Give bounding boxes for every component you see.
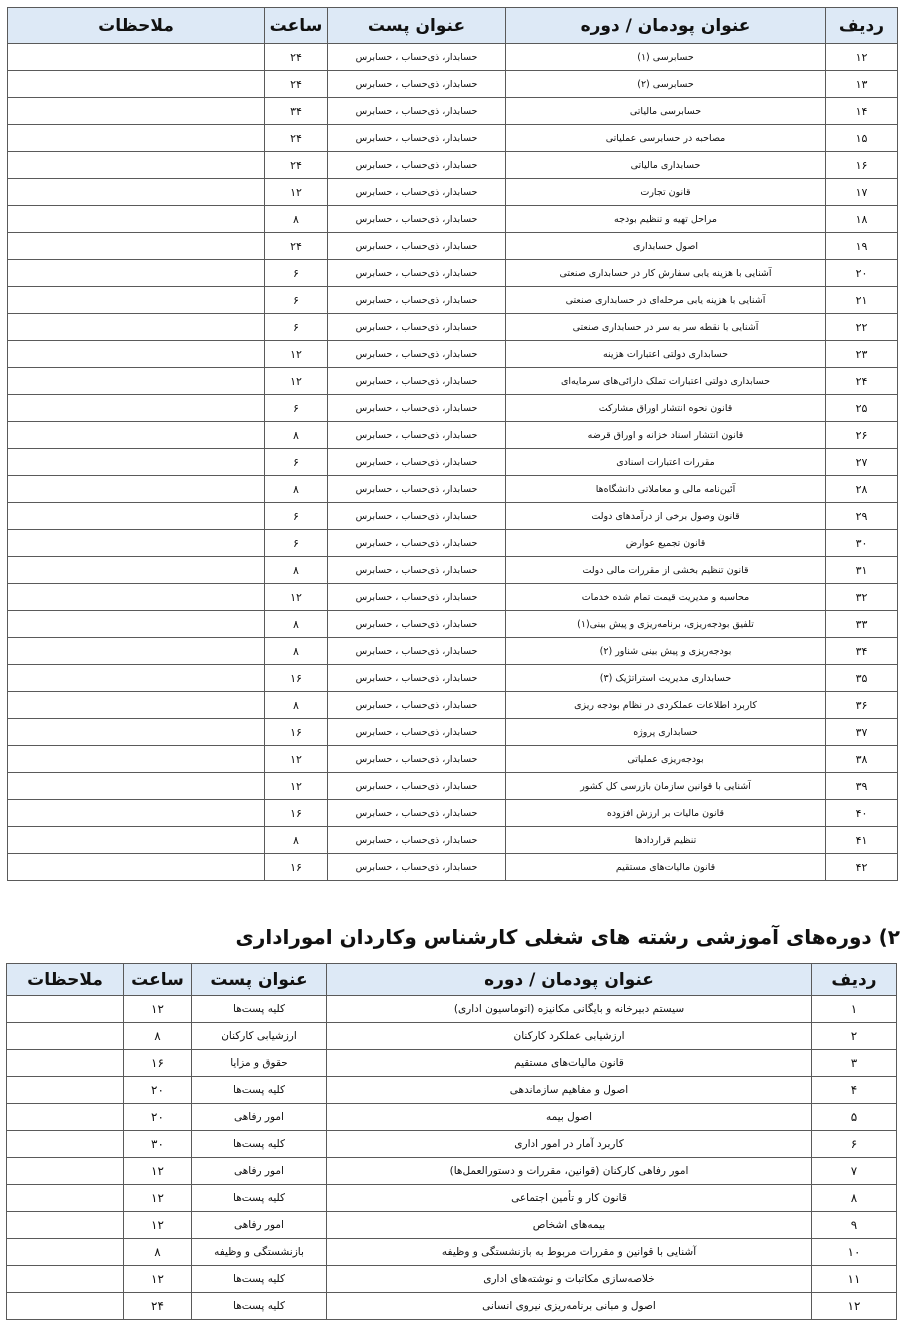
cell-post-title: حسابدار، ذی‌حساب ، حسابرس — [328, 260, 506, 287]
table-row — [8, 692, 898, 719]
cell-course-title: امور رفاهی کارکنان (قوانین، مقررات و دستورالعمل‌ها) — [327, 1158, 812, 1185]
cell-row-number: ۱۹ — [826, 233, 898, 260]
cell-post-title: حسابدار، ذی‌حساب ، حسابرس — [328, 368, 506, 395]
header-course-title: عنوان پودمان / دوره — [506, 8, 826, 44]
cell-notes — [8, 71, 265, 98]
cell-notes — [8, 584, 265, 611]
cell-course-title: حسابداری دولتی اعتبارات تملک دارائی‌های سرمایه‌ای — [506, 368, 826, 395]
cell-course-title: تنظیم قراردادها — [506, 827, 826, 854]
cell-hours: ۱۲ — [265, 773, 328, 800]
cell-hours: ۲۰ — [124, 1104, 192, 1131]
cell-post-title: حسابدار، ذی‌حساب ، حسابرس — [328, 638, 506, 665]
cell-row-number: ۳۴ — [826, 638, 898, 665]
cell-course-title: مقررات اعتبارات اسنادی — [506, 449, 826, 476]
cell-hours: ۲۴ — [265, 44, 328, 71]
table-row — [8, 314, 898, 341]
section-title: ۲) دوره‌های آموزشی رشته های شغلی کارشناس وکاردان اموراداری — [235, 925, 900, 949]
table-row — [8, 665, 898, 692]
header-post-title: عنوان پست — [328, 8, 506, 44]
cell-post-title: کلیه پست‌ها — [192, 1293, 327, 1320]
table-row — [8, 287, 898, 314]
cell-post-title: حسابدار، ذی‌حساب ، حسابرس — [328, 206, 506, 233]
header-hours: ساعت — [265, 8, 328, 44]
cell-course-title: کاربرد اطلاعات عملکردی در نظام بودجه ریزی — [506, 692, 826, 719]
cell-hours: ۱۲ — [124, 1185, 192, 1212]
table-row — [7, 1077, 897, 1104]
cell-notes — [8, 44, 265, 71]
cell-post-title: کلیه پست‌ها — [192, 1131, 327, 1158]
cell-post-title: امور رفاهی — [192, 1104, 327, 1131]
cell-hours: ۶ — [265, 314, 328, 341]
cell-post-title: حسابدار، ذی‌حساب ، حسابرس — [328, 341, 506, 368]
cell-hours: ۲۰ — [124, 1077, 192, 1104]
cell-course-title: مصاحبه در حسابرسی عملیاتی — [506, 125, 826, 152]
cell-hours: ۱۲ — [265, 746, 328, 773]
cell-hours: ۸ — [265, 638, 328, 665]
cell-notes — [8, 665, 265, 692]
table-row — [8, 503, 898, 530]
cell-hours: ۸ — [265, 206, 328, 233]
cell-course-title: قانون تنظیم بخشی از مقررات مالی دولت — [506, 557, 826, 584]
cell-notes — [8, 746, 265, 773]
cell-hours: ۸ — [265, 476, 328, 503]
cell-row-number: ۱۵ — [826, 125, 898, 152]
table-row — [7, 1104, 897, 1131]
cell-notes — [8, 692, 265, 719]
cell-notes — [7, 1077, 124, 1104]
cell-hours: ۲۴ — [265, 125, 328, 152]
cell-post-title: حسابدار، ذی‌حساب ، حسابرس — [328, 449, 506, 476]
table-row — [7, 1023, 897, 1050]
cell-hours: ۱۲ — [124, 1266, 192, 1293]
table-row — [8, 260, 898, 287]
cell-row-number: ۵ — [812, 1104, 897, 1131]
cell-notes — [8, 530, 265, 557]
cell-post-title: حسابدار، ذی‌حساب ، حسابرس — [328, 719, 506, 746]
cell-hours: ۶ — [265, 395, 328, 422]
cell-row-number: ۲۳ — [826, 341, 898, 368]
cell-post-title: حسابدار، ذی‌حساب ، حسابرس — [328, 179, 506, 206]
cell-notes — [7, 996, 124, 1023]
cell-notes — [8, 125, 265, 152]
table-row — [8, 71, 898, 98]
table-row — [8, 179, 898, 206]
header-post-title: عنوان پست — [192, 964, 327, 996]
cell-hours: ۸ — [265, 557, 328, 584]
cell-row-number: ۲۰ — [826, 260, 898, 287]
cell-post-title: حسابدار، ذی‌حساب ، حسابرس — [328, 773, 506, 800]
cell-row-number: ۲۶ — [826, 422, 898, 449]
cell-notes — [8, 449, 265, 476]
cell-course-title: قانون تجارت — [506, 179, 826, 206]
cell-hours: ۱۶ — [124, 1050, 192, 1077]
cell-notes — [8, 287, 265, 314]
cell-course-title: بودجه‌ریزی عملیاتی — [506, 746, 826, 773]
cell-row-number: ۳۷ — [826, 719, 898, 746]
table-row — [8, 611, 898, 638]
cell-hours: ۶ — [265, 530, 328, 557]
cell-row-number: ۱۴ — [826, 98, 898, 125]
cell-hours: ۶ — [265, 449, 328, 476]
cell-course-title: قانون مالیات بر ارزش افزوده — [506, 800, 826, 827]
cell-row-number: ۱۲ — [812, 1293, 897, 1320]
table-row — [8, 341, 898, 368]
cell-row-number: ۱۶ — [826, 152, 898, 179]
cell-course-title: بیمه‌های اشخاص — [327, 1212, 812, 1239]
header-notes: ملاحظات — [7, 964, 124, 996]
courses-table-accounting — [7, 7, 898, 881]
table-row — [8, 233, 898, 260]
table-row — [8, 800, 898, 827]
cell-hours: ۱۲ — [265, 341, 328, 368]
cell-hours: ۸ — [265, 692, 328, 719]
cell-row-number: ۳۰ — [826, 530, 898, 557]
table-row — [8, 773, 898, 800]
cell-row-number: ۲۷ — [826, 449, 898, 476]
cell-post-title: حسابدار، ذی‌حساب ، حسابرس — [328, 422, 506, 449]
cell-row-number: ۲ — [812, 1023, 897, 1050]
cell-notes — [8, 98, 265, 125]
cell-hours: ۱۲ — [124, 1212, 192, 1239]
cell-course-title: حسابداری مالیاتی — [506, 152, 826, 179]
cell-row-number: ۶ — [812, 1131, 897, 1158]
table-row — [8, 476, 898, 503]
cell-course-title: آشنایی با قوانین و مقررات مربوط به بازنشستگی و وظیفه — [327, 1239, 812, 1266]
cell-course-title: کاربرد آمار در امور اداری — [327, 1131, 812, 1158]
cell-hours: ۲۴ — [265, 233, 328, 260]
cell-notes — [8, 422, 265, 449]
cell-course-title: قانون انتشار اسناد خزانه و اوراق قرضه — [506, 422, 826, 449]
cell-hours: ۱۶ — [265, 800, 328, 827]
cell-post-title: حسابدار، ذی‌حساب ، حسابرس — [328, 71, 506, 98]
cell-notes — [7, 1185, 124, 1212]
cell-course-title: حسابرسی مالیاتی — [506, 98, 826, 125]
cell-post-title: امور رفاهی — [192, 1212, 327, 1239]
table-row — [7, 1185, 897, 1212]
cell-post-title: حسابدار، ذی‌حساب ، حسابرس — [328, 557, 506, 584]
cell-row-number: ۱۸ — [826, 206, 898, 233]
cell-notes — [8, 395, 265, 422]
cell-row-number: ۳۵ — [826, 665, 898, 692]
table-row — [8, 395, 898, 422]
cell-row-number: ۱۷ — [826, 179, 898, 206]
cell-course-title: آئین‌نامه مالی و معاملاتی دانشگاه‌ها — [506, 476, 826, 503]
cell-post-title: حسابدار، ذی‌حساب ، حسابرس — [328, 854, 506, 881]
cell-notes — [8, 854, 265, 881]
table-row — [7, 996, 897, 1023]
cell-notes — [8, 368, 265, 395]
cell-hours: ۱۲ — [265, 584, 328, 611]
cell-hours: ۸ — [124, 1239, 192, 1266]
cell-notes — [8, 827, 265, 854]
cell-post-title: حسابدار، ذی‌حساب ، حسابرس — [328, 152, 506, 179]
cell-hours: ۶ — [265, 287, 328, 314]
table-header-row — [8, 8, 898, 44]
cell-notes — [7, 1158, 124, 1185]
table-row — [7, 1158, 897, 1185]
table-row — [7, 1266, 897, 1293]
cell-post-title: حسابدار، ذی‌حساب ، حسابرس — [328, 800, 506, 827]
cell-post-title: کلیه پست‌ها — [192, 1077, 327, 1104]
cell-row-number: ۳۲ — [826, 584, 898, 611]
header-course-title: عنوان پودمان / دوره — [327, 964, 812, 996]
cell-row-number: ۲۱ — [826, 287, 898, 314]
cell-row-number: ۱۰ — [812, 1239, 897, 1266]
cell-row-number: ۹ — [812, 1212, 897, 1239]
cell-post-title: کلیه پست‌ها — [192, 1266, 327, 1293]
cell-notes — [8, 152, 265, 179]
table-row — [8, 206, 898, 233]
cell-course-title: محاسبه و مدیریت قیمت تمام شده خدمات — [506, 584, 826, 611]
cell-notes — [8, 314, 265, 341]
cell-row-number: ۳۳ — [826, 611, 898, 638]
cell-row-number: ۳۱ — [826, 557, 898, 584]
cell-post-title: حسابدار، ذی‌حساب ، حسابرس — [328, 611, 506, 638]
cell-course-title: حسابرسی (۲) — [506, 71, 826, 98]
cell-notes — [8, 233, 265, 260]
cell-hours: ۸ — [265, 422, 328, 449]
cell-post-title: حسابدار، ذی‌حساب ، حسابرس — [328, 746, 506, 773]
cell-notes — [8, 800, 265, 827]
cell-post-title: حسابدار، ذی‌حساب ، حسابرس — [328, 125, 506, 152]
cell-row-number: ۱۳ — [826, 71, 898, 98]
header-hours: ساعت — [124, 964, 192, 996]
cell-hours: ۱۶ — [265, 719, 328, 746]
cell-post-title: حسابدار، ذی‌حساب ، حسابرس — [328, 584, 506, 611]
cell-course-title: تلفیق بودجه‌ریزی، برنامه‌ریزی و پیش بینی(۱) — [506, 611, 826, 638]
cell-post-title: حسابدار، ذی‌حساب ، حسابرس — [328, 233, 506, 260]
cell-hours: ۱۲ — [124, 1158, 192, 1185]
cell-post-title: امور رفاهی — [192, 1158, 327, 1185]
cell-notes — [8, 341, 265, 368]
cell-notes — [8, 476, 265, 503]
cell-row-number: ۱ — [812, 996, 897, 1023]
cell-hours: ۲۴ — [124, 1293, 192, 1320]
cell-post-title: کلیه پست‌ها — [192, 1185, 327, 1212]
header-row-number: ردیف — [826, 8, 898, 44]
table-row — [8, 746, 898, 773]
cell-post-title: حسابدار، ذی‌حساب ، حسابرس — [328, 692, 506, 719]
cell-row-number: ۳۸ — [826, 746, 898, 773]
cell-course-title: اصول حسابداری — [506, 233, 826, 260]
cell-hours: ۲۴ — [265, 71, 328, 98]
cell-notes — [7, 1212, 124, 1239]
cell-row-number: ۱۲ — [826, 44, 898, 71]
cell-notes — [8, 773, 265, 800]
cell-post-title: ارزشیابی کارکنان — [192, 1023, 327, 1050]
table-header-row — [7, 964, 897, 996]
table-row — [8, 152, 898, 179]
cell-hours: ۱۲ — [124, 996, 192, 1023]
cell-notes — [7, 1131, 124, 1158]
cell-course-title: قانون کار و تأمین اجتماعی — [327, 1185, 812, 1212]
table-row — [7, 1131, 897, 1158]
cell-row-number: ۲۲ — [826, 314, 898, 341]
cell-notes — [7, 1266, 124, 1293]
table-row — [7, 1239, 897, 1266]
cell-row-number: ۳۹ — [826, 773, 898, 800]
cell-hours: ۱۶ — [265, 854, 328, 881]
cell-row-number: ۳۶ — [826, 692, 898, 719]
cell-post-title: حسابدار، ذی‌حساب ، حسابرس — [328, 98, 506, 125]
cell-post-title: حسابدار، ذی‌حساب ، حسابرس — [328, 827, 506, 854]
cell-notes — [8, 503, 265, 530]
cell-course-title: حسابرسی (۱) — [506, 44, 826, 71]
cell-course-title: آشنایی با هزینه یابی مرحله‌ای در حسابداری صنعتی — [506, 287, 826, 314]
table-row — [8, 368, 898, 395]
cell-course-title: قانون نحوه انتشار اوراق مشارکت — [506, 395, 826, 422]
header-notes: ملاحظات — [8, 8, 265, 44]
cell-notes — [8, 638, 265, 665]
cell-row-number: ۱۱ — [812, 1266, 897, 1293]
cell-course-title: ارزشیابی عملکرد کارکنان — [327, 1023, 812, 1050]
table-row — [8, 638, 898, 665]
cell-hours: ۸ — [124, 1023, 192, 1050]
cell-hours: ۶ — [265, 260, 328, 287]
cell-course-title: مراحل تهیه و تنظیم بودجه — [506, 206, 826, 233]
cell-notes — [7, 1293, 124, 1320]
cell-post-title: حقوق و مزایا — [192, 1050, 327, 1077]
table-row — [8, 557, 898, 584]
table-row — [8, 827, 898, 854]
cell-notes — [8, 719, 265, 746]
table-row — [8, 719, 898, 746]
cell-notes — [8, 611, 265, 638]
header-row-number: ردیف — [812, 964, 897, 996]
cell-course-title: آشنایی با نقطه سر به سر در حسابداری صنعتی — [506, 314, 826, 341]
cell-notes — [7, 1239, 124, 1266]
table-row — [8, 125, 898, 152]
cell-notes — [7, 1104, 124, 1131]
cell-hours: ۱۶ — [265, 665, 328, 692]
cell-row-number: ۲۴ — [826, 368, 898, 395]
cell-row-number: ۸ — [812, 1185, 897, 1212]
table-row — [8, 854, 898, 881]
cell-course-title: خلاصه‌سازی مکاتبات و نوشته‌های اداری — [327, 1266, 812, 1293]
table-row — [8, 584, 898, 611]
cell-notes — [7, 1023, 124, 1050]
cell-course-title: قانون مالیات‌های مستقیم — [506, 854, 826, 881]
table-row — [8, 530, 898, 557]
cell-post-title: حسابدار، ذی‌حساب ، حسابرس — [328, 503, 506, 530]
cell-row-number: ۲۵ — [826, 395, 898, 422]
cell-post-title: حسابدار، ذی‌حساب ، حسابرس — [328, 44, 506, 71]
cell-row-number: ۴۱ — [826, 827, 898, 854]
table-row — [8, 44, 898, 71]
cell-post-title: حسابدار، ذی‌حساب ، حسابرس — [328, 665, 506, 692]
cell-course-title: حسابداری پروژه — [506, 719, 826, 746]
cell-post-title: بازنشستگی و وظیفه — [192, 1239, 327, 1266]
cell-row-number: ۴۲ — [826, 854, 898, 881]
cell-row-number: ۲۹ — [826, 503, 898, 530]
cell-post-title: حسابدار، ذی‌حساب ، حسابرس — [328, 395, 506, 422]
cell-post-title: حسابدار، ذی‌حساب ، حسابرس — [328, 314, 506, 341]
cell-row-number: ۳ — [812, 1050, 897, 1077]
cell-course-title: قانون تجمیع عوارض — [506, 530, 826, 557]
cell-row-number: ۲۸ — [826, 476, 898, 503]
cell-course-title: قانون مالیات‌های مستقیم — [327, 1050, 812, 1077]
cell-notes — [8, 260, 265, 287]
table-row — [7, 1293, 897, 1320]
cell-row-number: ۴۰ — [826, 800, 898, 827]
cell-hours: ۳۰ — [124, 1131, 192, 1158]
table-row — [7, 1050, 897, 1077]
cell-post-title: حسابدار، ذی‌حساب ، حسابرس — [328, 476, 506, 503]
cell-post-title: کلیه پست‌ها — [192, 996, 327, 1023]
cell-hours: ۸ — [265, 611, 328, 638]
cell-hours: ۸ — [265, 827, 328, 854]
cell-post-title: حسابدار، ذی‌حساب ، حسابرس — [328, 530, 506, 557]
cell-course-title: اصول و مفاهیم سازماندهی — [327, 1077, 812, 1104]
cell-post-title: حسابدار، ذی‌حساب ، حسابرس — [328, 287, 506, 314]
table-row — [8, 98, 898, 125]
cell-hours: ۶ — [265, 503, 328, 530]
cell-course-title: حسابداری دولتی اعتبارات هزینه — [506, 341, 826, 368]
cell-course-title: حسابداری مدیریت استراتژیک (۳) — [506, 665, 826, 692]
cell-notes — [8, 206, 265, 233]
cell-notes — [8, 179, 265, 206]
cell-course-title: اصول بیمه — [327, 1104, 812, 1131]
cell-hours: ۱۲ — [265, 368, 328, 395]
cell-hours: ۳۴ — [265, 98, 328, 125]
table-row — [8, 449, 898, 476]
cell-course-title: آشنایی با قوانین سازمان بازرسی کل کشور — [506, 773, 826, 800]
cell-hours: ۲۴ — [265, 152, 328, 179]
cell-course-title: سیستم دبیرخانه و بایگانی مکانیزه (اتوماسیون اداری) — [327, 996, 812, 1023]
table-row — [7, 1212, 897, 1239]
cell-row-number: ۷ — [812, 1158, 897, 1185]
cell-course-title: بودجه‌ریزی و پیش بینی شناور (۲) — [506, 638, 826, 665]
cell-course-title: اصول و مبانی برنامه‌ریزی نیروی انسانی — [327, 1293, 812, 1320]
cell-notes — [8, 557, 265, 584]
cell-hours: ۱۲ — [265, 179, 328, 206]
cell-row-number: ۴ — [812, 1077, 897, 1104]
cell-course-title: قانون وصول برخی از درآمدهای دولت — [506, 503, 826, 530]
cell-notes — [7, 1050, 124, 1077]
cell-course-title: آشنایی با هزینه یابی سفارش کار در حسابداری صنعتی — [506, 260, 826, 287]
courses-table-administrative — [6, 963, 897, 1320]
table-row — [8, 422, 898, 449]
